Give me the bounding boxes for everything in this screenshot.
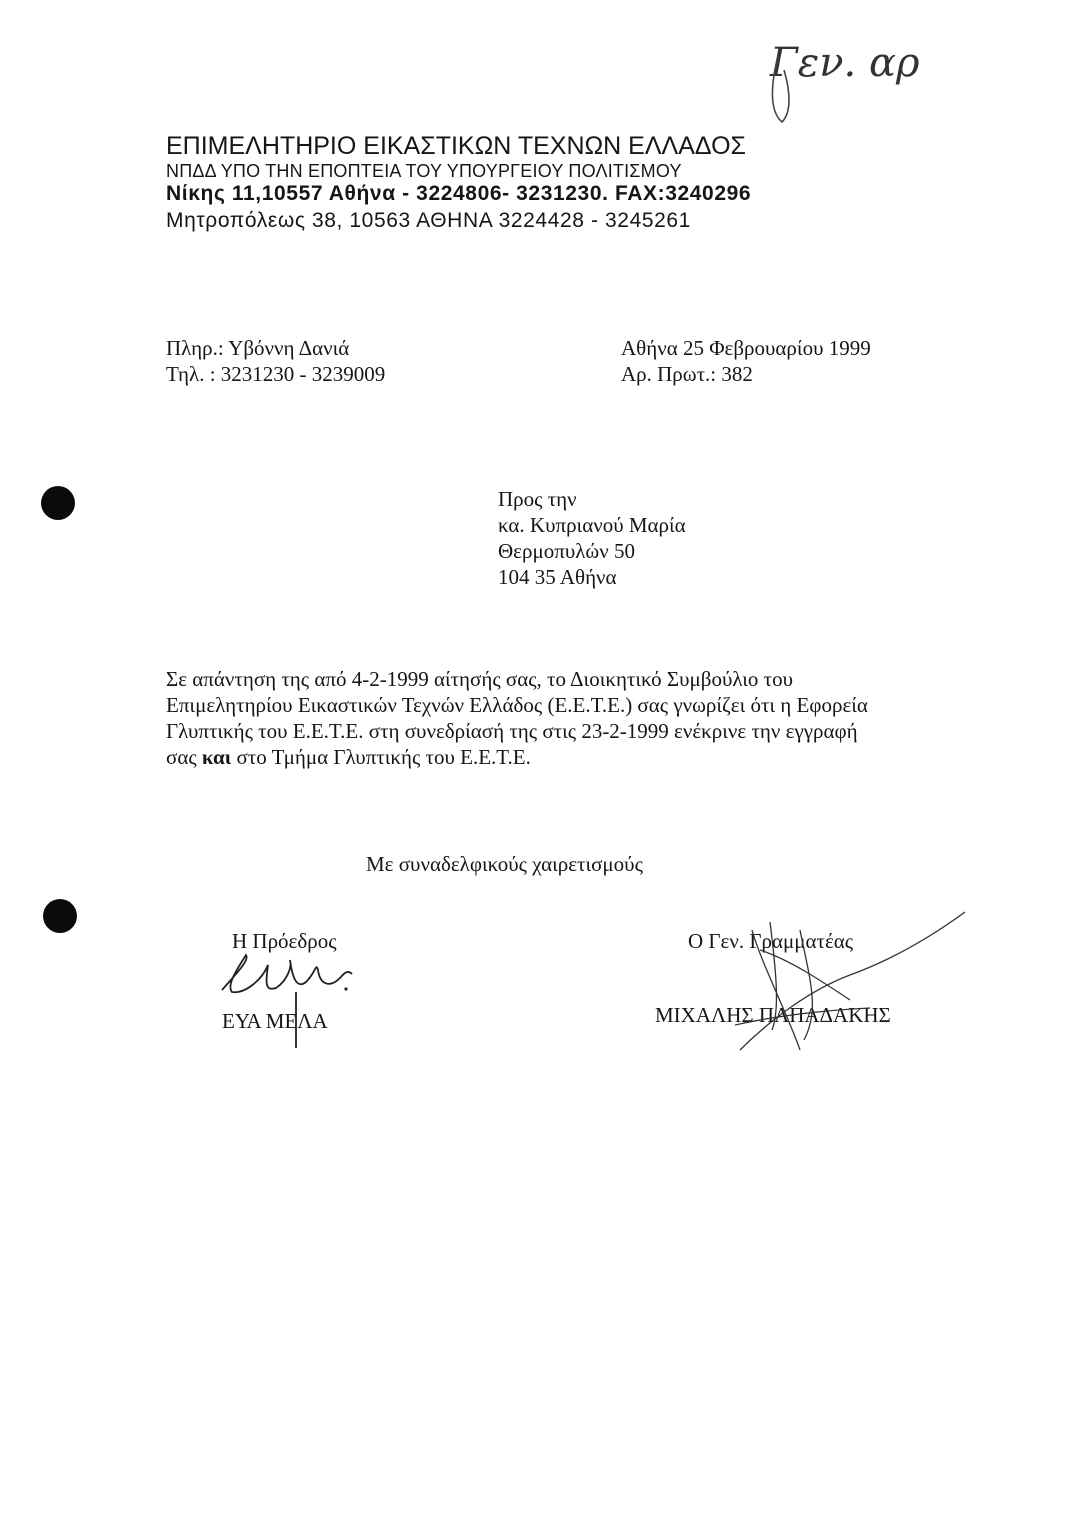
handwritten-note: Γεν. αρ <box>770 40 920 86</box>
letter-date: Αθήνα 25 Φεβρουαρίου 1999 <box>621 336 871 360</box>
recipient-city: 104 35 Αθήνα <box>498 565 617 589</box>
president-name: ΕΥΑ ΜΕΛΑ <box>222 1009 328 1033</box>
president-title: Η Πρόεδρος <box>232 929 337 953</box>
body-line-4-bold: και <box>201 745 232 769</box>
body-line-4-end: στο Τμήμα Γλυπτικής του Ε.Ε.Τ.Ε. <box>231 745 531 769</box>
body-line-4-start: σας <box>166 745 202 769</box>
president-signature <box>222 955 352 1048</box>
note-flourish <box>773 56 790 122</box>
address-line-1: Νίκης 11,10557 Αθήνα - 3224806- 3231230. FAX:3240296 <box>166 182 752 205</box>
secretary-title: Ο Γεν. Γραμματέας <box>688 929 854 953</box>
recipient-street: Θερμοπυλών 50 <box>498 539 635 563</box>
punch-hole-top <box>41 486 75 520</box>
protocol-number: Αρ. Πρωτ.: 382 <box>621 362 753 386</box>
body-line-3: Γλυπτικής του Ε.Ε.Τ.Ε. στη συνεδρίασή της στις 23-2-1999 ενέκρινε την εγγραφή <box>166 719 858 743</box>
body-line-2: Επιμελητηρίου Εικαστικών Τεχνών Ελλάδος (Ε.Ε.Τ.Ε.) σας γνωρίζει ότι η Εφορεία <box>166 693 868 717</box>
contact-phone: Τηλ. : 3231230 - 3239009 <box>166 362 386 386</box>
secretary-signature <box>735 912 965 1050</box>
organization-name: ΕΠΙΜΕΛΗΤΗΡΙΟ ΕΙΚΑΣΤΙΚΩΝ ΤΕΧΝΩΝ ΕΛΛΑΔΟΣ <box>166 132 747 160</box>
recipient-name: κα. Κυπριανού Μαρία <box>498 513 686 537</box>
address-line-2: Μητροπόλεως 38, 10563 ΑΘΗΝΑ 3224428 - 3245261 <box>166 209 691 232</box>
secretary-name: ΜΙΧΑΛΗΣ ΠΑΠΑΔΑΚΗΣ <box>655 1003 891 1027</box>
organization-subtitle: ΝΠΔΔ ΥΠΟ ΤΗΝ ΕΠΟΠΤΕΙΑ ΤΟΥ ΥΠΟΥΡΓΕΙΟΥ ΠΟΛΙΤΙΣΜΟΥ <box>166 161 682 181</box>
body-line-1: Σε απάντηση της από 4-2-1999 αίτησής σας, το Διοικητικό Συμβούλιο του <box>166 667 794 691</box>
closing-greeting: Με συναδελφικούς χαιρετισμούς <box>366 852 643 876</box>
punch-hole-bottom <box>43 899 77 933</box>
recipient-line-1: Προς την <box>498 487 577 511</box>
contact-person: Πληρ.: Υβόννη Δανιά <box>166 336 350 360</box>
